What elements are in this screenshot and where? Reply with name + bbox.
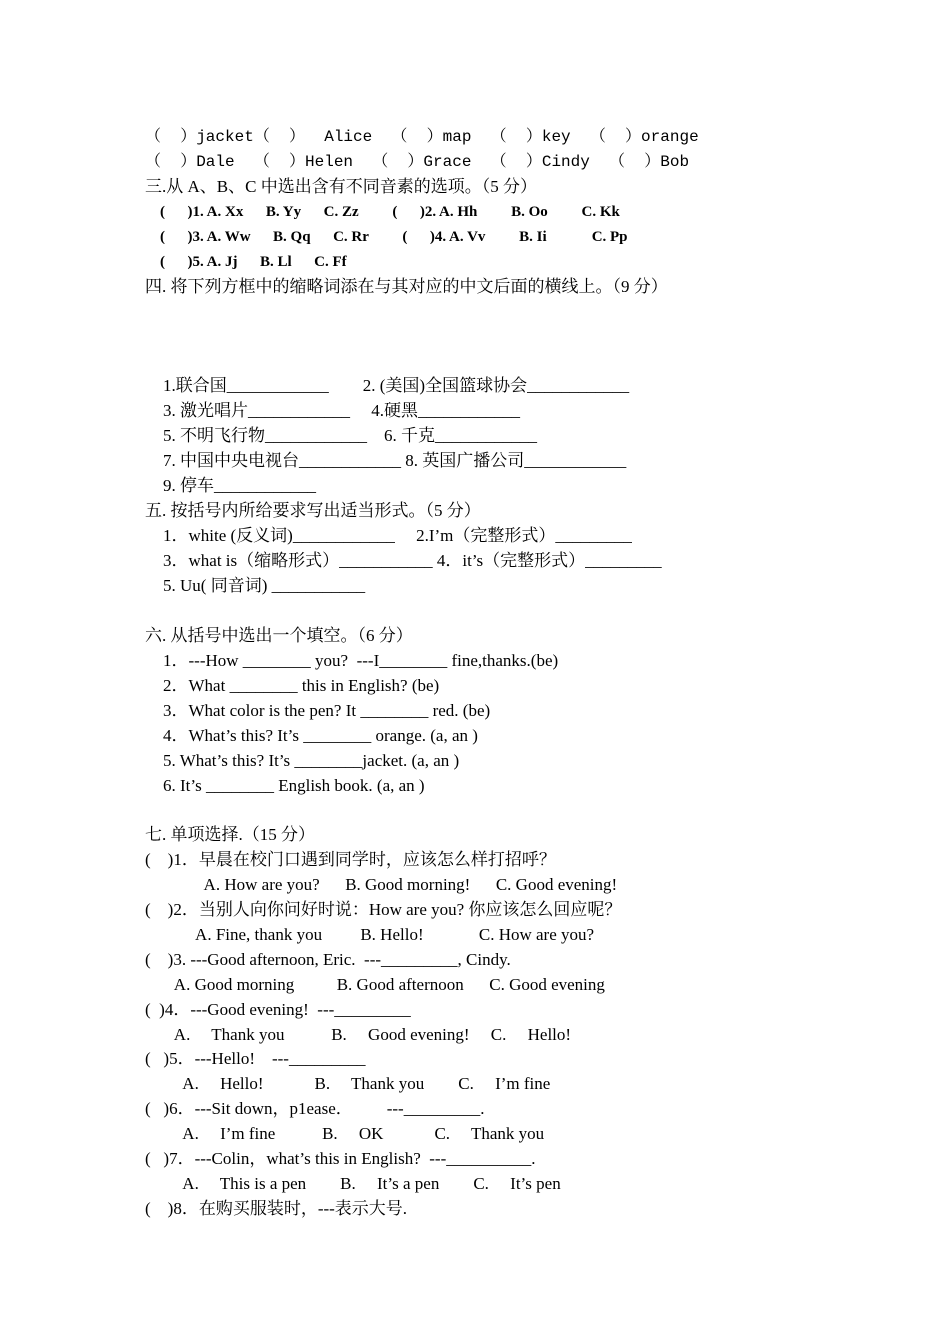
section-7-row-5: ( )3. ---Good afternoon, Eric. ---_________, Cindy. <box>145 950 511 969</box>
section-3-heading: 三.从 A、B、C 中选出含有不同音素的选项。（5 分） <box>145 177 537 196</box>
section-6-row-6: 6. It’s ________ English book. (a, an ) <box>163 776 425 795</box>
section-7-row-10: A. Hello! B. Thank you C. I’m fine <box>145 1074 551 1093</box>
section-7-row-4: A. Fine, thank you B. Hello! C. How are you? <box>145 925 595 944</box>
section-7-row-13: ( )7．---Colin，what’s this in English? ---__________. <box>145 1149 536 1168</box>
section-5-row-2: 3．what is（缩略形式）___________ 4．it’s（完整形式）_________ <box>163 551 662 570</box>
section-5-row-3: 5. Uu( 同音词) ___________ <box>163 576 366 595</box>
section-6-row-3: 3．What color is the pen? It ________ red. (be) <box>163 701 491 720</box>
section-7-row-15: ( )8．在购买服装时，---表示大号. <box>145 1199 408 1218</box>
section-7-row-14: A. This is a pen B. It’s a pen C. It’s pen <box>145 1174 561 1193</box>
section-6-row-1: 1．---How ________ you? ---I________ fine,thanks.(be) <box>163 651 559 670</box>
section-7-row-2: A. How are you? B. Good morning! C. Good evening! <box>145 875 618 894</box>
section-4-row-1: 1.联合国____________ 2. (美国)全国篮球协会____________ <box>163 376 630 395</box>
section-5-heading: 五. 按括号内所给要求写出适当形式。（5 分） <box>145 501 481 520</box>
section-5-row-1: 1．white (反义词)____________ 2.I’m（完整形式）_________ <box>163 526 632 545</box>
section-6-heading: 六. 从括号中选出一个填空。（6 分） <box>145 626 413 645</box>
section-7-row-1: ( )1．早晨在校门口遇到同学时，应该怎么样打招呼？ <box>145 850 556 869</box>
name-choice-row-1: （ ）jacket（ ） Alice （ ）map （ ）key （ ）orange <box>145 128 699 146</box>
section-7-row-11: ( )6．---Sit down，p1ease． ---_________. <box>145 1099 485 1118</box>
section-7-heading: 七. 单项选择.（15 分） <box>145 825 315 844</box>
section-4-row-4: 7. 中国中央电视台____________ 8. 英国广播公司____________ <box>163 451 627 470</box>
name-choice-row-2: （ ）Dale （ ）Helen （ ）Grace （ ）Cindy （ ）Bob <box>145 153 690 171</box>
section-3-row-3: ( )5. A. Jj B. Ll C. Ff <box>160 254 347 270</box>
section-6-row-4: 4．What’s this? It’s ________ orange. (a, an ) <box>163 726 478 745</box>
section-7-row-7: ( )4．---Good evening! ---_________ <box>145 1000 411 1019</box>
section-7-row-6: A. Good morning B. Good afternoon C. Good evening <box>145 975 605 994</box>
section-7-row-12: A. I’m fine B. OK C. Thank you <box>145 1124 545 1143</box>
section-4-heading: 四. 将下列方框中的缩略词添在与其对应的中文后面的横线上。（9 分） <box>145 277 668 296</box>
section-3-row-1: ( )1. A. Xx B. Yy C. Zz ( )2. A. Hh B. Oo C. Kk <box>160 204 620 220</box>
section-4-row-3: 5. 不明飞行物____________ 6. 千克____________ <box>163 426 537 445</box>
section-6-row-5: 5. What’s this? It’s ________jacket. (a, an ) <box>163 751 460 770</box>
section-4-row-2: 3. 激光唱片____________ 4.硬黑____________ <box>163 401 520 420</box>
section-4-row-5: 9. 停车____________ <box>163 476 316 495</box>
section-3-row-2: ( )3. A. Ww B. Qq C. Rr ( )4. A. Vv B. Ii C. Pp <box>160 229 628 245</box>
section-7-row-8: A. Thank you B. Good evening! C. Hello! <box>145 1025 572 1044</box>
section-7-row-9: ( )5．---Hello! ---_________ <box>145 1049 366 1068</box>
section-7-row-3: ( )2．当别人向你问好时说：How are you? 你应该怎么回应呢？ <box>145 900 622 919</box>
section-6-row-2: 2．What ________ this in English? (be) <box>163 676 440 695</box>
